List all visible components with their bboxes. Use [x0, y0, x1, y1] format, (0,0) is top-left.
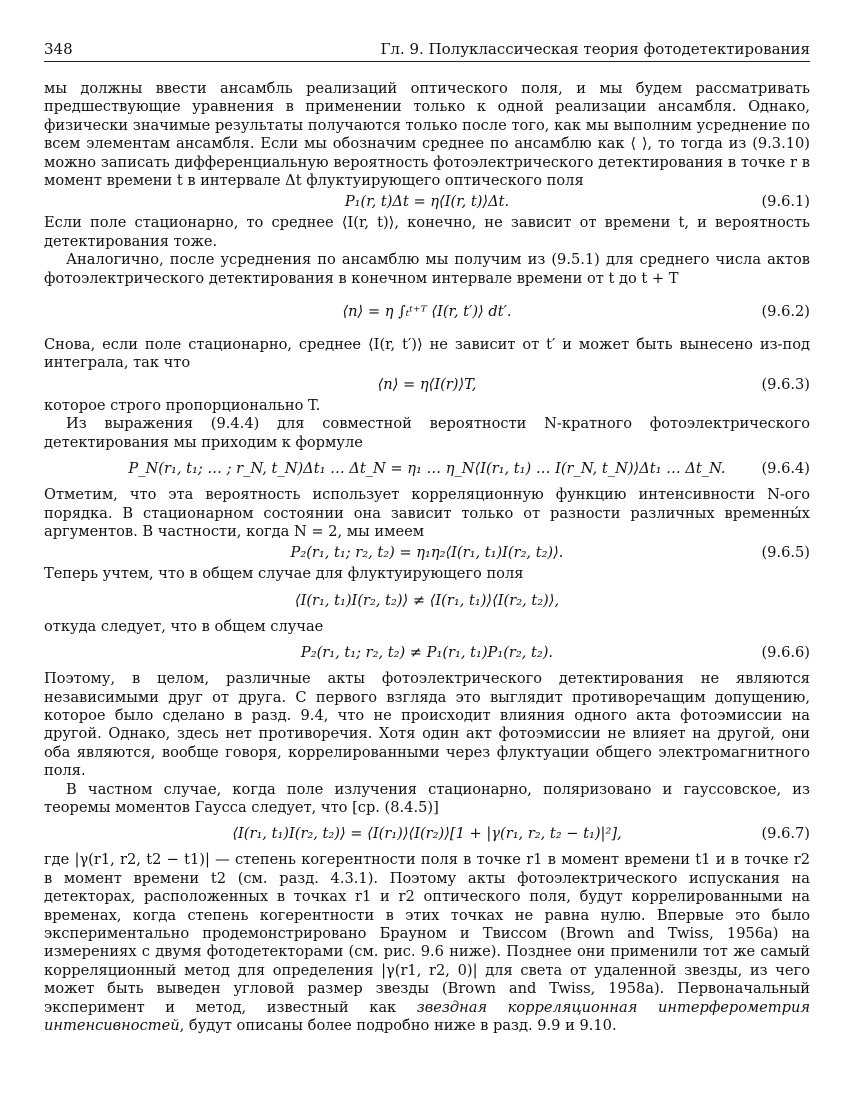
- page: [44, 40, 810, 1035]
- page-number: 348: [44, 40, 73, 58]
- equation-number: (9.6.2): [761, 303, 810, 321]
- paragraph: Поэтому, в целом, различные акты фотоэлектрического детектирования не являются независимыми друг от друга. С первого взгляда это выглядит противоречащим допущению, которое было сделано в разд. 9.4, что не происходит влияния одного акта фотоэмиссии на другой. Однако, здесь нет противоречия. Хотя один акт фотоэмиссии не влияет на другой, они оба являются, вообще говоря, коррелированными через флуктуации общего электромагнитного поля.: [44, 670, 810, 780]
- equation-formula: P₂(r₁, t₁; r₂, t₂) ≠ P₁(r₁, t₁)P₁(r₂, t₂).: [300, 644, 554, 662]
- equation: [44, 374, 810, 396]
- equation-number: (9.6.4): [761, 460, 810, 478]
- paragraph: Аналогично, после усреднения по ансамблю мы получим из (9.5.1) для среднего числа актов фотоэлектрического детектирования в конечном интервале времени от t до t + T: [44, 251, 810, 287]
- chapter-title: Гл. 9. Полуклассическая теория фотодетектирования: [380, 40, 810, 58]
- paragraph: [44, 851, 810, 1035]
- equation-number: (9.6.5): [761, 544, 810, 562]
- running-header: [44, 40, 810, 62]
- equation-number: (9.6.6): [761, 644, 810, 662]
- paragraph: В частном случае, когда поле излучения стационарно, поляризовано и гауссовское, из теоремы моментов Гаусса следует, что [ср. (8.4.5)]: [44, 780, 810, 816]
- paragraph: Если поле стационарно, то среднее ⟨I(r, t)⟩, конечно, не зависит от времени t, и вероятность детектирования тоже.: [44, 214, 810, 250]
- equation-number: (9.6.3): [761, 375, 810, 393]
- equation-formula: ⟨I(r₁, t₁)I(r₂, t₂)⟩ = ⟨I(r₁)⟩⟨I(r₂)⟩[1 + |γ(r₁, r₂, t₂ − t₁)|²],: [232, 825, 622, 843]
- paragraph: Отметим, что эта вероятность использует корреляционную функцию интенсивности N-ого порядка. В стационарном состоянии она зависит только от разности различных временны́х аргументов. В частности, когда N = 2, мы имеем: [44, 486, 810, 540]
- equation-number: (9.6.7): [761, 825, 810, 843]
- equation: [44, 542, 810, 564]
- equation: [44, 637, 810, 669]
- paragraph: откуда следует, что в общем случае: [44, 617, 324, 635]
- paragraph-text: где |γ(r1, r2, t2 − t1)| — степень когерентности поля в точке r1 в момент времени t1 и в точке r2 в момент времени t2 (см. разд. 4.3.1). Поэтому акты фотоэлектрического испускания на детекторах, расположенных в точках r1 и r2 оптического поля, будут коррелированными на временах, когда степень когерентности в этих точках не равна нулю. Впервые это было экспериментально продемонстрировано Брауном и Твиссом (Brown and Twiss, 1956a) на измерениях с двумя фотодетекторами (см. рис. 9.6 ниже). Позднее они применили тот же самый корреляционный метод для определения |γ(r1, r2, 0)| для света от удаленной звезды, из чего может быть выведен угловой размер звезды (Brown and Twiss, 1958a). Первоначальный эксперимент и метод, известный как: [44, 851, 810, 1016]
- equation: [44, 289, 810, 335]
- equation: [44, 191, 810, 213]
- equation-formula: ⟨I(r₁, t₁)I(r₂, t₂)⟩ ≠ ⟨I(r₁, t₁)⟩⟨I(r₂, t₂)⟩,: [294, 591, 560, 609]
- equation-number: (9.6.1): [761, 193, 810, 211]
- equation-formula: P_N(r₁, t₁; … ; r_N, t_N)Δt₁ … Δt_N = η₁ … η_N⟨I(r₁, t₁) … I(r_N, t_N)⟩Δt₁ … Δt_N.: [128, 460, 726, 478]
- equation-formula: ⟨n⟩ = η⟨I(r)⟩T,: [377, 375, 477, 393]
- equation-formula: P₁(r, t)Δt = η⟨I(r, t)⟩Δt.: [344, 193, 510, 211]
- paragraph: Из выражения (9.4.4) для совместной вероятности N-кратного фотоэлектрического детектирования мы приходим к формуле: [44, 415, 810, 451]
- equation-formula: P₂(r₁, t₁; r₂, t₂) = η₁η₂⟨I(r₁, t₁)I(r₂, t₂)⟩.: [290, 544, 564, 562]
- paragraph-text-end: , будут описаны более подробно ниже в разд. 9.9 и 9.10.: [179, 1017, 617, 1035]
- paragraph: Снова, если поле стационарно, среднее ⟨I(r, t′)⟩ не зависит от t′ и может быть вынесено из-под интеграла, так что: [44, 336, 810, 372]
- equation: [44, 585, 810, 617]
- paragraph: которое строго пропорционально T.: [44, 396, 321, 414]
- equation: [44, 818, 810, 850]
- emphasized-term: звездная корреляционная интерферометрия интенсивностей: [44, 998, 811, 1035]
- equation-formula: ⟨n⟩ = η ∫ₜᵗ⁺ᵀ ⟨I(r, t′)⟩ dt′.: [342, 303, 512, 321]
- paragraph: мы должны ввести ансамбль реализаций оптического поля, и мы будем рассматривать предшествующие уравнения в применении только к одной реализации ансамбля. Однако, физически значимые результаты получаются только после того, как мы выполним усреднение по всем элементам ансамбля. Если мы обозначим среднее по ансамблю как ⟨ ⟩, то тогда из (9.3.10) можно записать дифференциальную вероятность фотоэлектрического детектирования в точке r в момент времени t в интервале Δt флуктуирующего оптического поля: [44, 80, 810, 190]
- paragraph: Теперь учтем, что в общем случае для флуктуирующего поля: [44, 565, 524, 583]
- body-text: [44, 80, 810, 1035]
- equation: [44, 453, 810, 485]
